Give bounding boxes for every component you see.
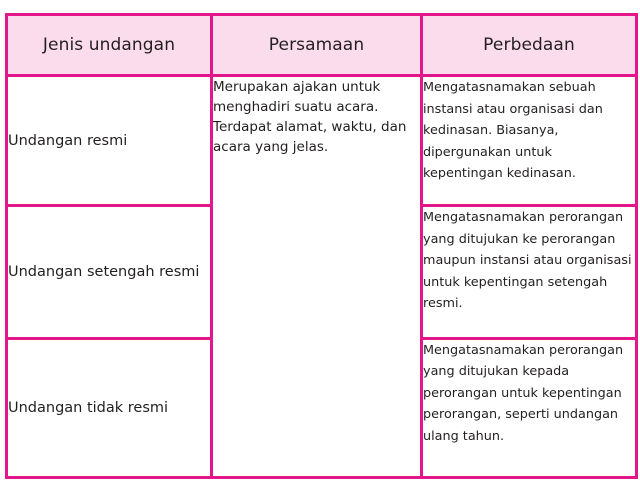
header-perbedaan: Perbedaan [422, 15, 637, 76]
header-row [7, 15, 637, 76]
difference-cell: Mengatasnamakan perorangan yang ditujukan ke perorangan maupun instansi atau organisasi untuk kepentingan setengah resmi. [422, 206, 637, 338]
type-cell: Undangan setengah resmi [7, 206, 212, 338]
type-cell: Undangan tidak resmi [7, 338, 212, 477]
difference-cell: Mengatasnamakan sebuah instansi atau organisasi dan kedinasan. Biasanya, dipergunakan untuk kepentingan kedinasan. [422, 76, 637, 206]
type-cell: Undangan resmi [7, 76, 212, 206]
cropped-top-text [0, 0, 640, 8]
difference-cell: Mengatasnamakan perorangan yang ditujukan kepada perorangan untuk kepentingan perorangan, seperti undangan ulang tahun. [422, 338, 637, 477]
invitation-types-table [5, 13, 638, 479]
header-jenis-undangan: Jenis undangan [7, 15, 212, 76]
header-persamaan: Persamaan [212, 15, 422, 76]
table-row [7, 76, 637, 206]
similarity-cell: Merupakan ajakan untuk menghadiri suatu acara. Terdapat alamat, waktu, dan acara yang jelas. [212, 76, 422, 478]
